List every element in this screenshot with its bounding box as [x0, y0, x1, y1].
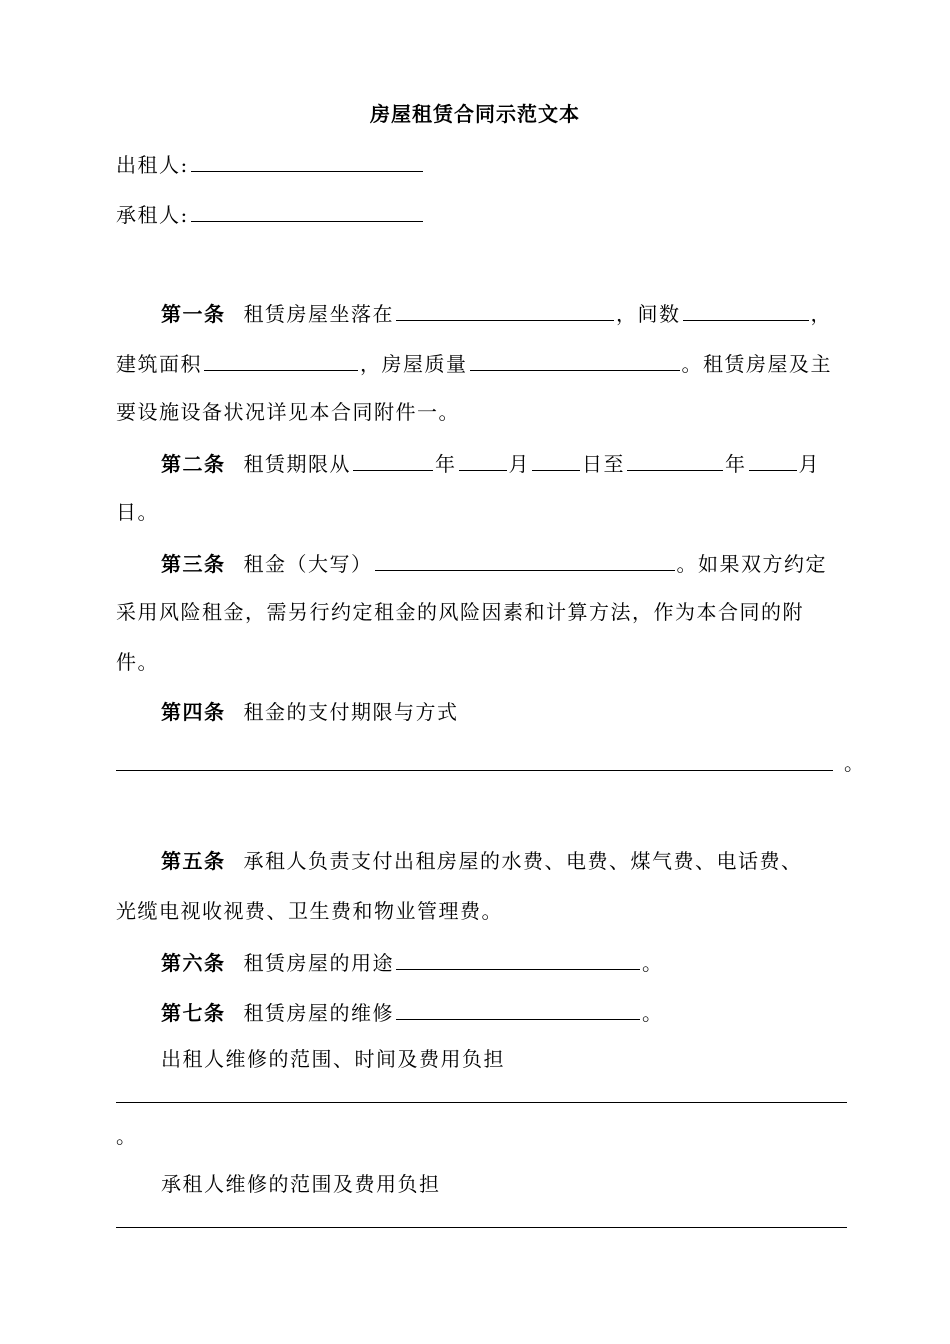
usage-label: 租赁房屋的用途 [243, 951, 394, 975]
lessor-repair-period: 。 [116, 1124, 138, 1148]
article-1-line-1 [161, 299, 832, 327]
year-label-2: 年 [725, 452, 747, 476]
lessor-repair-blank[interactable] [116, 1102, 847, 1103]
lessor-label: 出租人: [116, 153, 189, 177]
usage-period: 。 [642, 951, 664, 975]
start-month-blank[interactable] [459, 449, 507, 471]
lessee-label: 承租人: [116, 203, 189, 227]
article-5-heading: 第五条 [161, 849, 226, 873]
lessee-blank[interactable] [191, 200, 423, 222]
month-label: 月 [508, 452, 530, 476]
usage-blank[interactable] [396, 948, 640, 970]
year-label: 年 [435, 452, 457, 476]
start-year-blank[interactable] [353, 449, 433, 471]
month-label-2: 月 [798, 452, 820, 476]
article-4-heading: 第四条 [161, 700, 226, 724]
area-label: 建筑面积 [116, 352, 202, 376]
lessee-repair-blank[interactable] [116, 1227, 847, 1228]
end-year-blank[interactable] [627, 449, 723, 471]
quality-blank[interactable] [470, 349, 680, 371]
repair-label: 租赁房屋的维修 [243, 1001, 394, 1025]
article-2-heading: 第二条 [161, 452, 226, 476]
article-2-line-1 [161, 449, 820, 477]
article-7-heading: 第七条 [161, 1001, 226, 1025]
article-1-rooms-label: ，间数 [616, 302, 681, 326]
repair-blank[interactable] [396, 998, 640, 1020]
payment-period: 。 [844, 751, 866, 775]
article-1-line-2 [116, 349, 832, 377]
article-5-line-1 [161, 848, 803, 874]
end-month-blank[interactable] [749, 449, 797, 471]
article-1-tail: 。租赁房屋及主 [681, 352, 832, 376]
article-3-heading: 第三条 [161, 552, 226, 576]
document-title: 房屋租赁合同示范文本 [370, 102, 580, 126]
rooms-blank[interactable] [683, 299, 809, 321]
area-blank[interactable] [204, 349, 358, 371]
repair-period: 。 [642, 1001, 664, 1025]
article-3-line-2: 采用风险租金，需另行约定租金的风险因素和计算方法，作为本合同的附 [116, 600, 804, 624]
lessee-repair-label: 承租人维修的范围及费用负担 [161, 1172, 441, 1196]
day-to-label: 日至 [582, 452, 625, 476]
lessor-line [116, 150, 425, 178]
payment-label: 租金的支付期限与方式 [243, 700, 459, 724]
article-6-heading: 第六条 [161, 951, 226, 975]
rent-blank[interactable] [375, 549, 675, 571]
rent-label: 租金（大写） [243, 552, 373, 576]
article-1-comma: ， [810, 302, 832, 326]
lessor-repair-label: 出租人维修的范围、时间及费用负担 [161, 1047, 505, 1071]
article-1-line-3: 要设施设备状况详见本合同附件一。 [116, 400, 460, 424]
payment-blank[interactable] [116, 770, 833, 771]
term-label: 租赁期限从 [243, 452, 351, 476]
article-5-text: 承租人负责支付出租房屋的水费、电费、煤气费、电话费、 [243, 849, 803, 873]
lessee-line [116, 200, 425, 228]
article-4-line-1 [161, 699, 459, 725]
article-1-heading: 第一条 [161, 302, 226, 326]
article-7-line [161, 998, 664, 1026]
article-5-line-2: 光缆电视收视费、卫生费和物业管理费。 [116, 899, 503, 923]
lessor-blank[interactable] [191, 150, 423, 172]
article-6-line [161, 948, 664, 976]
article-2-line-2: 日。 [116, 500, 159, 524]
location-blank[interactable] [396, 299, 614, 321]
quality-label: ，房屋质量 [360, 352, 468, 376]
article-3-line-3: 件。 [116, 650, 159, 674]
start-day-blank[interactable] [532, 449, 580, 471]
article-1-text: 租赁房屋坐落在 [243, 302, 394, 326]
article-3-line-1 [161, 549, 827, 577]
article-3-tail: 。如果双方约定 [676, 552, 827, 576]
